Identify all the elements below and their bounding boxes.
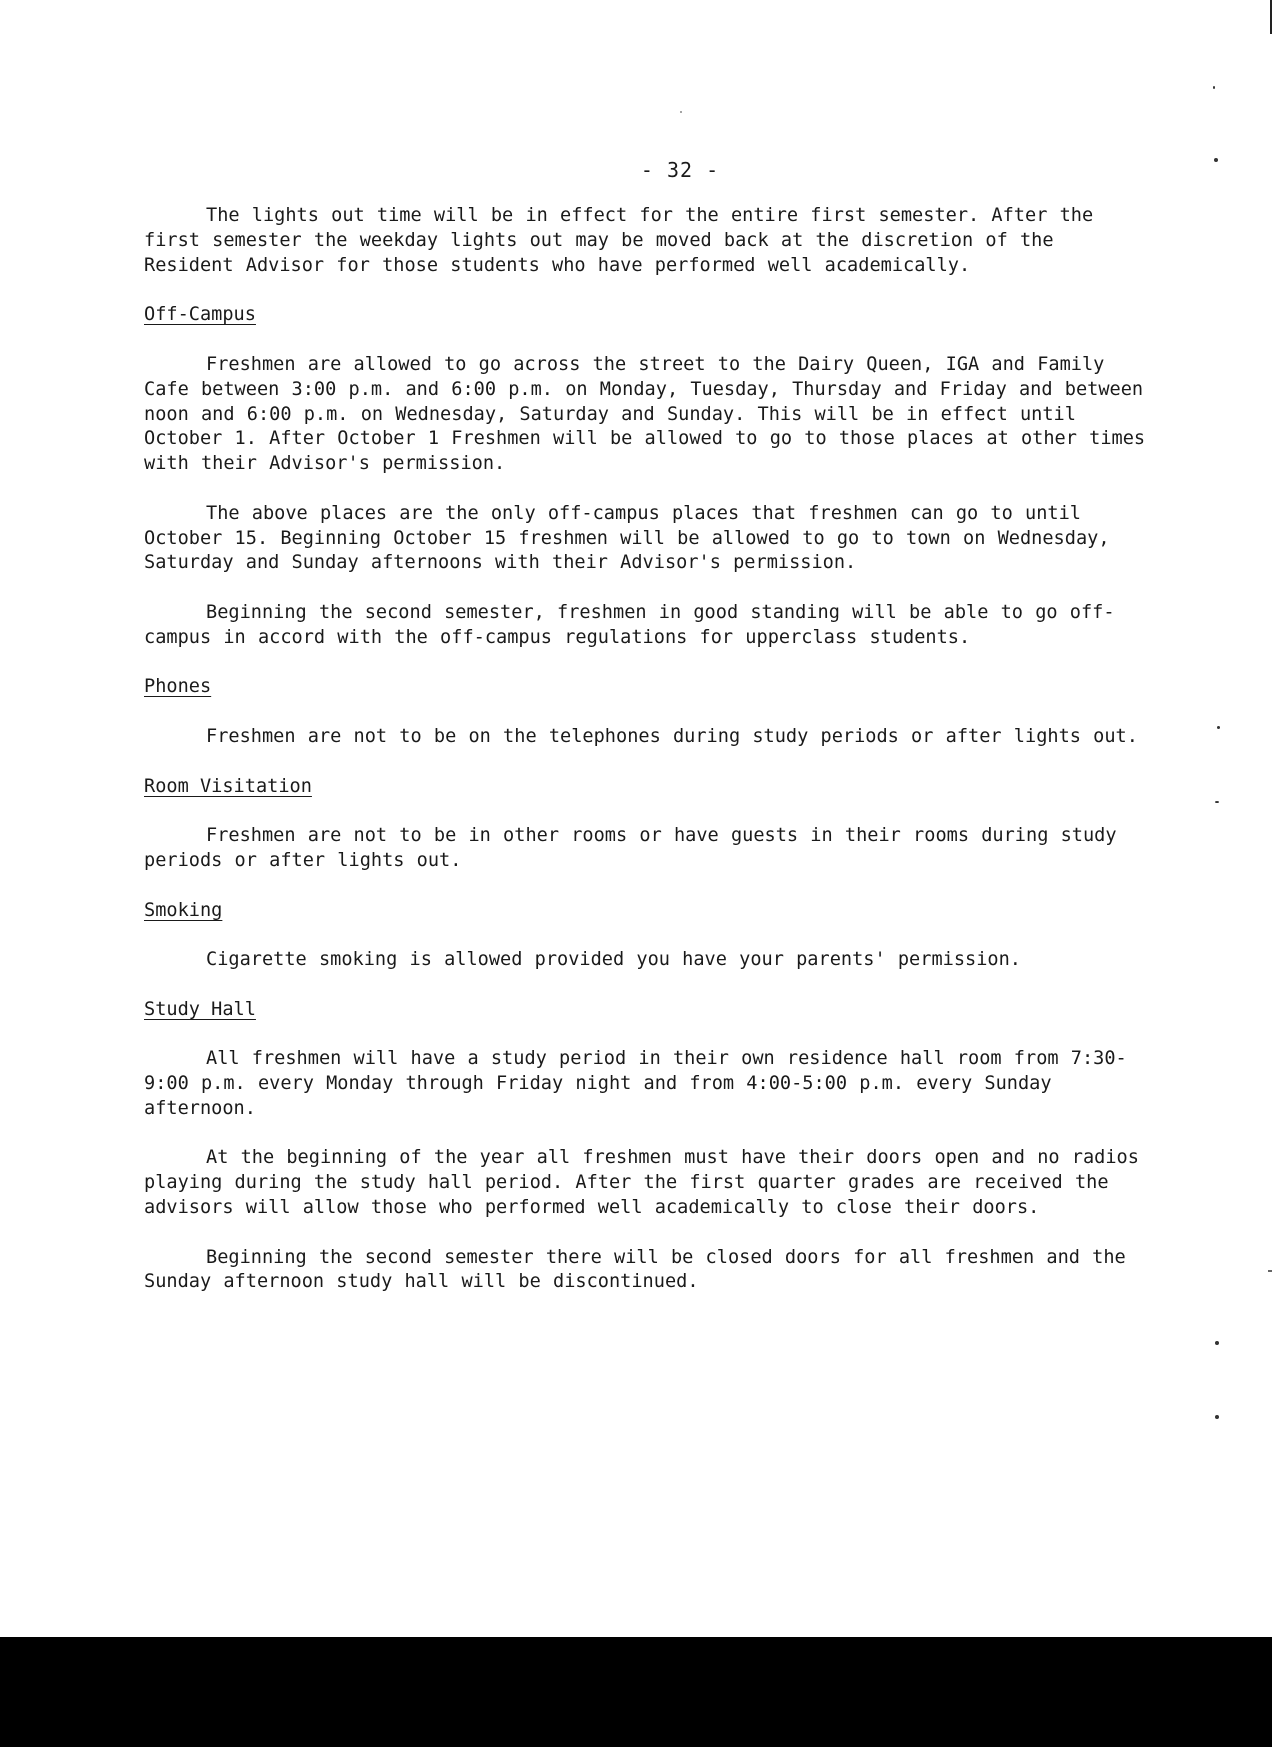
- paragraph-study-hall-3: Beginning the second semester there will be closed doors for all freshmen and the Sunday afternoon study hall will be discontinued.: [144, 1246, 1126, 1293]
- heading-room-visitation: Room Visitation: [144, 775, 312, 797]
- section-phones: [144, 675, 1154, 749]
- section-study-hall: [144, 998, 1154, 1296]
- section-room-visitation: [144, 775, 1154, 874]
- paragraph-smoking: Cigarette smoking is allowed provided you have your parents' permission.: [206, 949, 1021, 971]
- scan-speck: [1214, 158, 1218, 162]
- paragraph-study-hall-1: All freshmen will have a study period in their own residence hall room from 7:30-9:00 p.m. every Monday through Friday night and from 4:00-5:00 p.m. every Sunday afternoon.: [144, 1048, 1127, 1119]
- scan-speck: [1213, 86, 1215, 89]
- paragraph-room-visitation: Freshmen are not to be in other rooms or have guests in their rooms during study periods or after lights out.: [144, 825, 1117, 871]
- heading-phones: Phones: [144, 676, 212, 698]
- paragraph-lights-out: The lights out time will be in effect for the entire first semester. After the first semester the weekday lights out may be moved back at the discretion of the Resident Advisor for those students who have performed well academically.: [144, 205, 1094, 276]
- scan-speck: [680, 111, 682, 113]
- scan-bottom-border: [0, 1637, 1272, 1747]
- scan-speck: [1215, 1341, 1219, 1345]
- scan-speck: [1217, 726, 1220, 729]
- paragraph-study-hall-2: At the beginning of the year all freshmen must have their doors open and no radios playing during the study hall period. After the first quarter grades are received the advisors will allow those who performed well academically to close their doors.: [144, 1147, 1139, 1219]
- scan-speck: [1215, 1415, 1219, 1419]
- paragraph-off-campus-1: Freshmen are allowed to go across the street to the Dairy Queen, IGA and Family Cafe between 3:00 p.m. and 6:00 p.m. on Monday, Tuesday, Thursday and Friday and between noon and 6:00 p.m. on Wednesday, Saturday and Sunday. This will be in effect until October 1. After October 1 Freshmen will be allowed to go to those places at other times with their Advisor's permission.: [144, 353, 1146, 475]
- heading-smoking: Smoking: [144, 899, 223, 921]
- heading-study-hall: Study Hall: [144, 998, 256, 1020]
- paragraph-phones: Freshmen are not to be on the telephones during study periods or after lights out.: [206, 725, 1138, 747]
- scan-speck: [1215, 801, 1219, 803]
- document-body: [144, 204, 1154, 1320]
- scan-edge-mark: [1268, 1270, 1272, 1272]
- section-smoking: [144, 899, 1154, 973]
- paragraph-off-campus-2: The above places are the only off-campus places that freshmen can go to until October 15. Beginning October 15 freshmen will be allowed to go to town on Wednesday, Saturday and Sunday afternoons with their Advisor's permission.: [144, 502, 1110, 574]
- heading-off-campus: Off-Campus: [144, 304, 256, 326]
- section-off-campus: [144, 303, 1154, 650]
- paragraph-off-campus-3: Beginning the second semester, freshmen in good standing will be able to go off-campus in accord with the off-campus regulations for upperclass students.: [144, 601, 1115, 648]
- page-number: - 32 -: [640, 158, 720, 182]
